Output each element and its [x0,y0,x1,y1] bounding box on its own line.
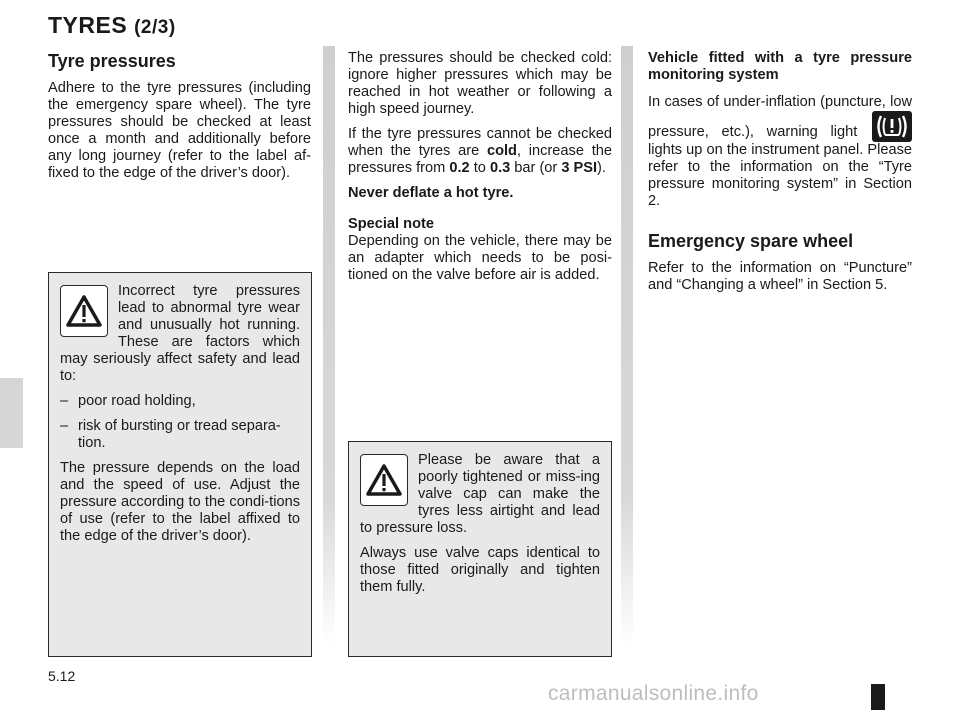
right-column [648,50,912,302]
warning-triangle-icon [60,285,108,337]
left-column [48,50,311,190]
tyre-pressures-heading: Tyre pressures [48,51,176,71]
increase-pressure-paragraph: If the tyre pressures cannot be checked when the tyres are cold, increase the pressures from 0.2 to 0.3 bar (or 3 PSI). [348,126,612,176]
corner-mark [871,684,885,710]
warning-triangle-icon [360,454,408,506]
list-item: – risk of bursting or tread separa-tion. [60,418,281,451]
spare-wheel-text: Refer to the information on “Puncture” and “Changing a wheel” in Section 5. [648,260,912,293]
list-item: – poor road holding, [60,393,196,409]
incorrect-pressure-warning-box [48,272,312,657]
section-tab-marker [0,378,23,448]
column-separator-2 [621,46,633,646]
special-note-title: Special note [348,216,434,232]
column-separator-1 [323,46,335,646]
incorrect-pressure-lead: Incorrect tyre pressures lead to abnormal tyre wear and unusually hot running. These are factors which may seriously affect safety and lead to: [60,283,300,384]
never-deflate-note: Never deflate a hot tyre. [348,185,514,201]
valve-cap-warning-box [348,441,612,657]
page-number: 5.12 [48,668,76,684]
check-cold-paragraph: The pressures should be checked cold: ignore higher pressures which may be reached in hot weather or following a high speed journey. [348,50,612,117]
tpms-title: Vehicle fitted with a tyre pressure monitoring system [648,50,912,83]
special-note-text: Depending on the vehicle, there may be an adapter which needs to be posi-tioned on the valve before air is added. [348,233,612,283]
consequence-list [60,393,300,452]
tyre-pressure-warning-icon [872,111,912,142]
valve-cap-advice: Always use valve caps identical to those fitted originally and tighten them fully. [360,545,600,595]
page-title-main: TYRES [48,12,128,38]
valve-cap-lead: Please be aware that a poorly tightened or miss-ing valve cap can make the tyres less airtight and lead to pressure loss. [360,452,600,536]
page-title [48,12,176,39]
tpms-paragraph: In cases of under-inflation (puncture, low pressure, etc.), warning light lights up on the instrument panel. Please refer to the information on the “Tyre pressure monitoring system” in Section 2. [648,94,912,209]
watermark: carmanualsonline.info [548,682,759,705]
pressure-adjust-note: The pressure depends on the load and the speed of use. Adjust the pressure according to the condi-tions of use (refer to the label affixed to the edge of the driver’s door). [60,460,300,544]
page-title-sub: (2/3) [134,17,176,38]
tyre-pressures-intro: Adhere to the tyre pressures (including the emergency spare wheel). The tyre pressures should be checked at least once a month and additionally before any long journey (refer to the label af-fixed to the edge of the driver’s door). [48,80,311,181]
middle-column [348,50,612,292]
spare-wheel-heading: Emergency spare wheel [648,231,854,251]
